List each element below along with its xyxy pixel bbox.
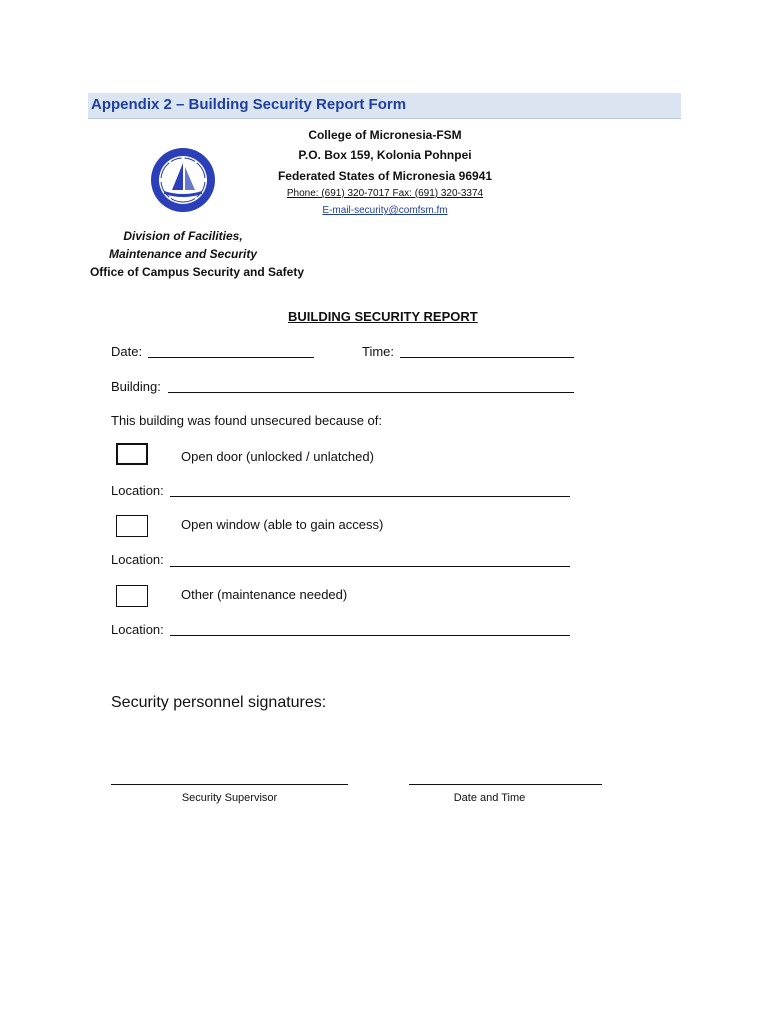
date-label: Date:: [111, 344, 143, 359]
other-label: Other (maintenance needed): [181, 587, 348, 602]
location-label-2: Location:: [111, 552, 164, 567]
datetime-signature-line[interactable]: [409, 784, 602, 785]
office-name: Office of Campus Security and Safety: [89, 265, 305, 279]
college-country: Federated States of Micronesia 96941: [277, 169, 493, 183]
report-title: BUILDING SECURITY REPORT: [288, 309, 478, 324]
location-label-3: Location:: [111, 622, 164, 637]
building-label: Building:: [111, 379, 161, 394]
location-label-1: Location:: [111, 483, 164, 498]
location-field-1[interactable]: [170, 496, 570, 497]
division-line-2: Maintenance and Security: [108, 247, 258, 261]
time-field[interactable]: [400, 357, 574, 358]
time-label: Time:: [362, 344, 395, 359]
college-address: P.O. Box 159, Kolonia Pohnpei: [298, 148, 472, 162]
open-door-checkbox[interactable]: [116, 443, 148, 465]
open-door-label: Open door (unlocked / unlatched): [181, 449, 374, 464]
supervisor-signature-line[interactable]: [111, 784, 348, 785]
signatures-heading: Security personnel signatures:: [111, 694, 327, 711]
appendix-banner: [88, 93, 681, 119]
location-field-3[interactable]: [170, 635, 570, 636]
open-window-checkbox[interactable]: [116, 515, 148, 537]
location-field-2[interactable]: [170, 566, 570, 567]
supervisor-caption: Security Supervisor: [181, 792, 278, 804]
date-field[interactable]: [148, 357, 314, 358]
college-name: College of Micronesia-FSM: [308, 128, 462, 142]
appendix-title: Appendix 2 – Building Security Report Form: [91, 96, 407, 113]
unsecured-intro: This building was found unsecured because of:: [111, 413, 383, 428]
other-checkbox[interactable]: [116, 585, 148, 607]
phone-fax: Phone: (691) 320-7017 Fax: (691) 320-3374: [286, 188, 484, 199]
college-seal-icon: [150, 147, 216, 213]
open-window-label: Open window (able to gain access): [181, 517, 384, 532]
email-link[interactable]: E-mail-security@comfsm.fm: [322, 205, 448, 216]
division-line-1: Division of Facilities,: [123, 229, 243, 243]
building-field[interactable]: [168, 392, 574, 393]
datetime-caption: Date and Time: [453, 792, 526, 804]
